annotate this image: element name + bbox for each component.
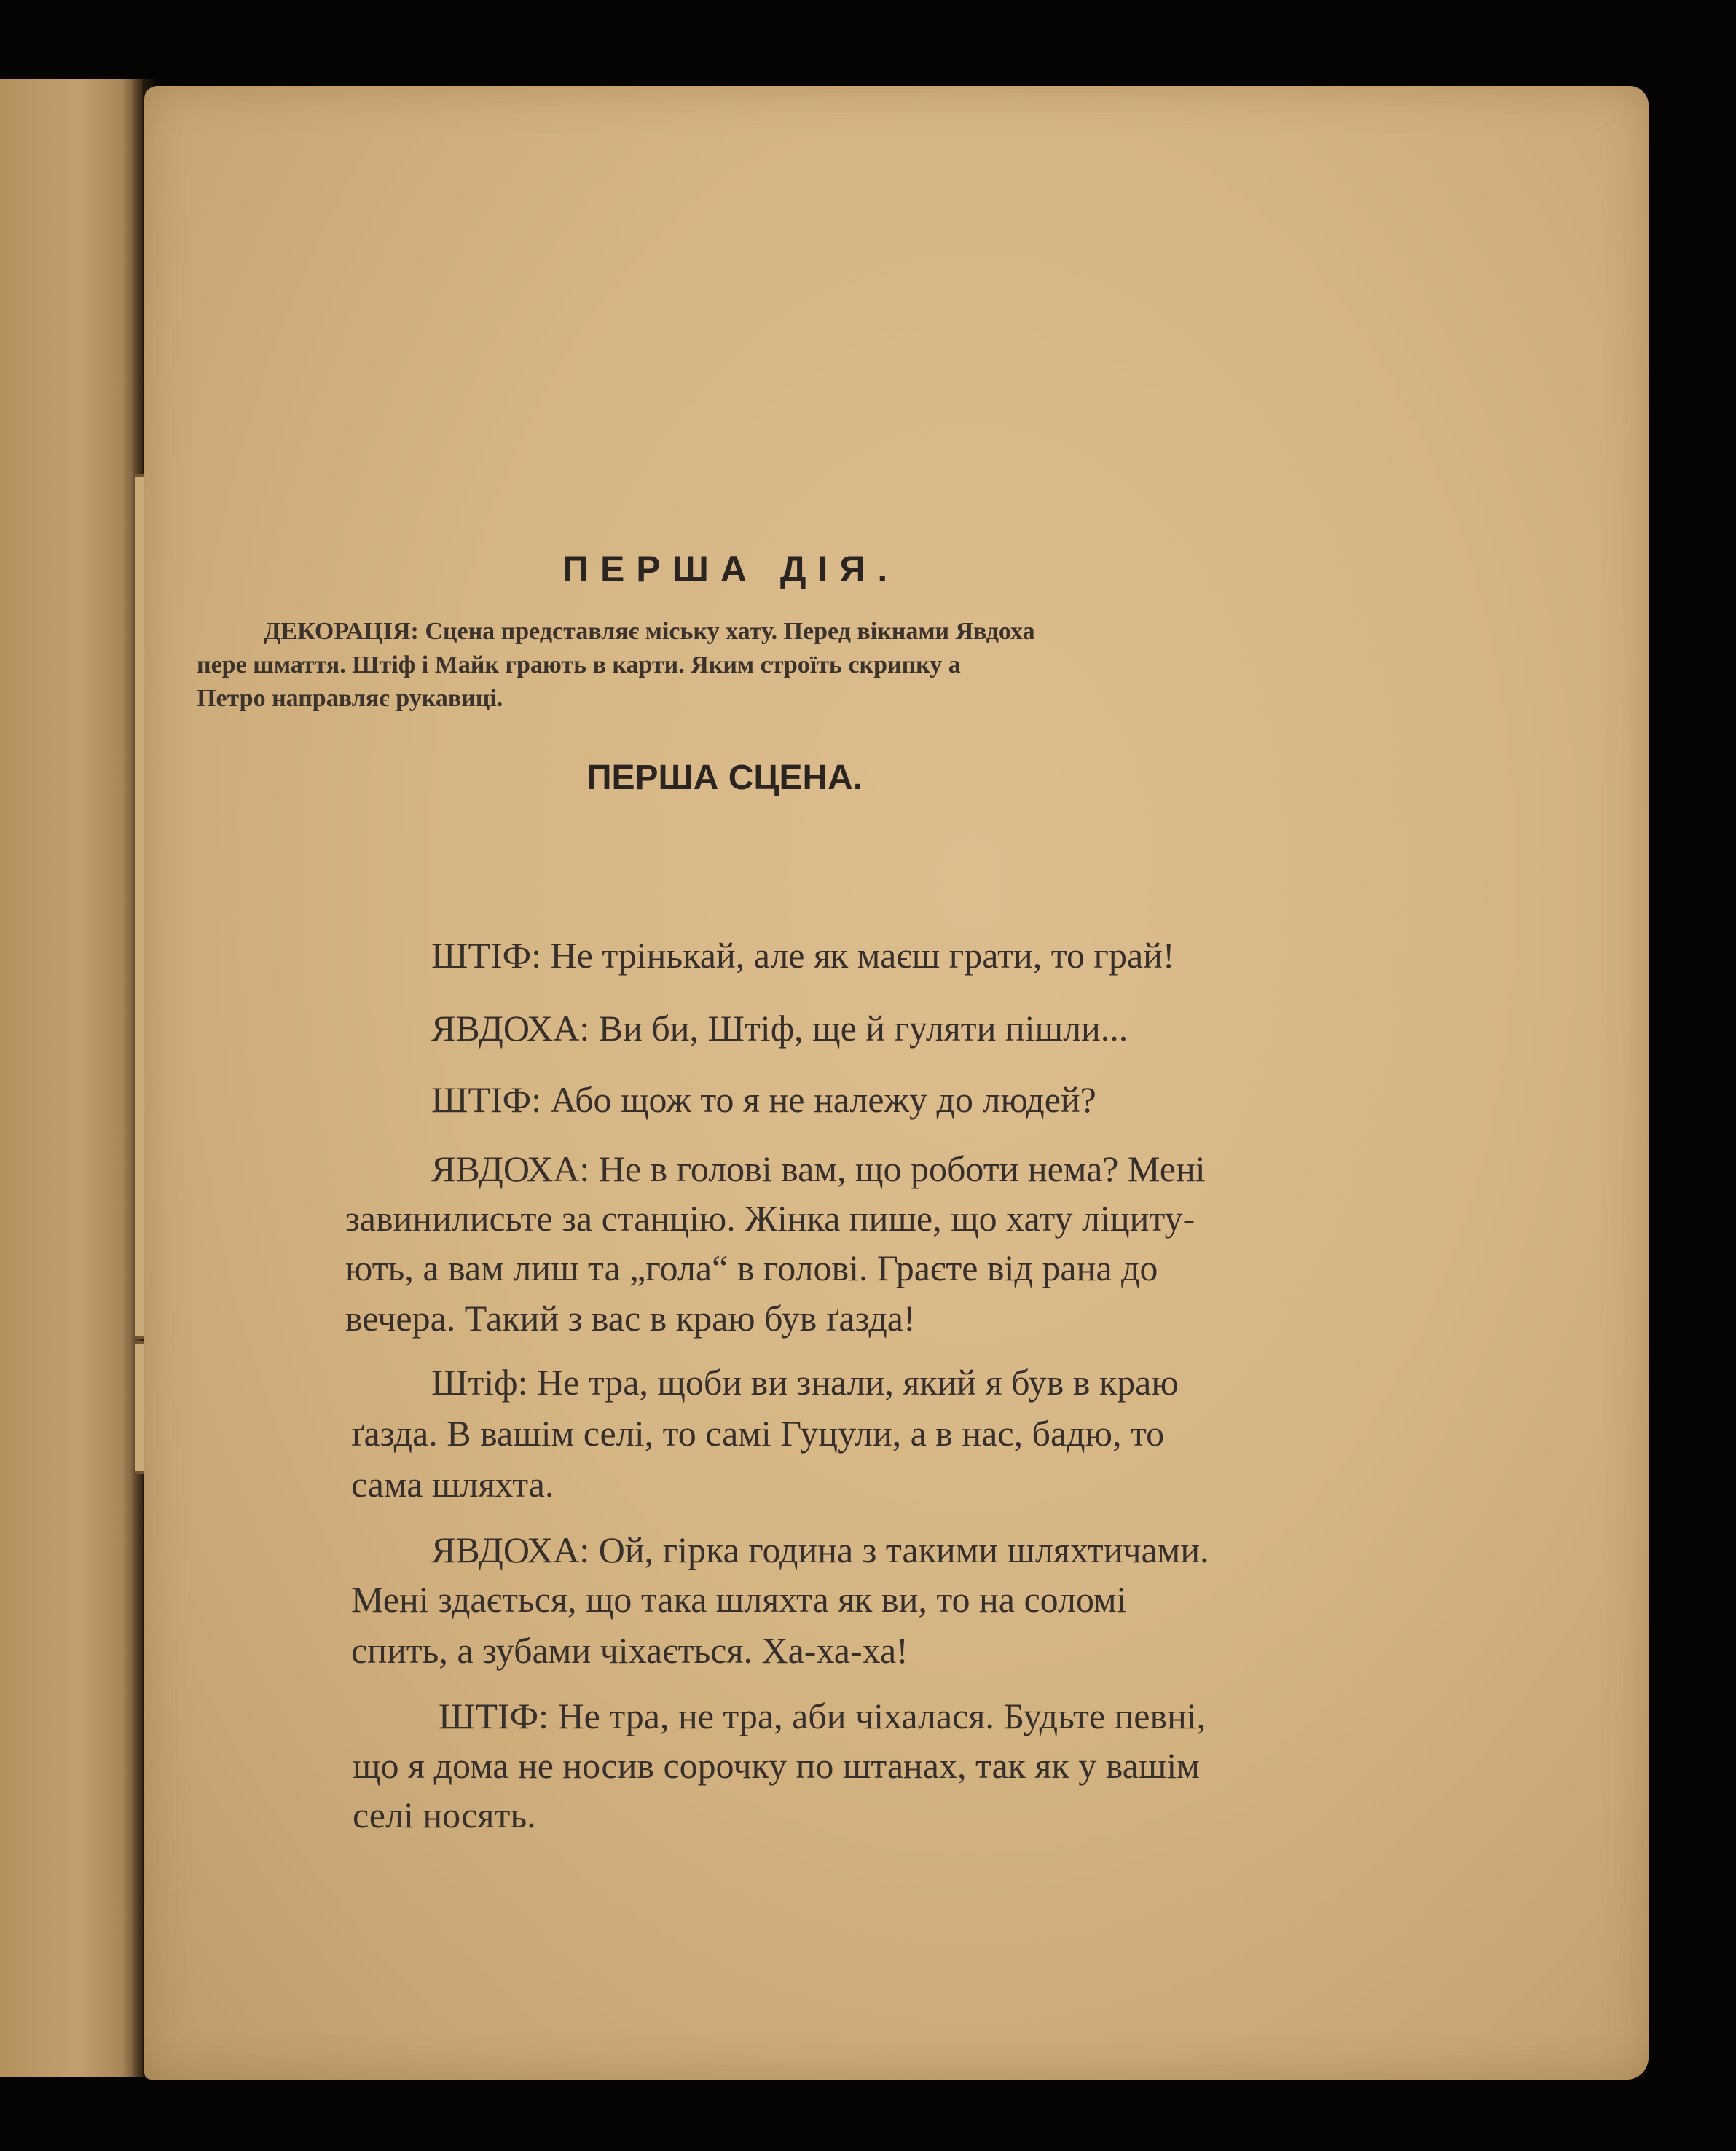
dialogue-line: ґазда. В вашім селі, то самі Гуцули, а в нас, бадю, то [351,1413,1165,1454]
stage-direction-line: ДЕКОРАЦІЯ: Сцена представляє міську хату. Перед вікнами Явдоха [264,618,1035,645]
dialogue-line: Мені здається, що така шляхта як ви, то на соломі [351,1579,1127,1620]
dialogue-line: ШТІФ: Не тра, не тра, аби чіхалася. Будьте певні, [439,1696,1206,1736]
scene-title: ПЕРША СЦЕНА. [586,759,863,797]
dialogue-line: сама шляхта. [351,1464,554,1505]
dialogue-line: завинилисьте за станцію. Жінка пише, що хату ліциту- [345,1198,1195,1239]
dialogue-line: Штіф: Не тра, щоби ви знали, який я був в краю [431,1362,1179,1403]
dialogue-line: ШТІФ: Або щож то я не належу до людей? [431,1079,1096,1120]
dialogue-line: ЯВДОХА: Ви би, Штіф, ще й гуляти пішли... [431,1008,1128,1049]
dialogue-line: ЯВДОХА: Не в голові вам, що роботи нема? Мені [431,1148,1206,1189]
dialogue-line: ЯВДОХА: Ой, гірка година з такими шляхтичами. [431,1529,1209,1570]
left-facing-page [0,79,143,2077]
act-title: ПЕРША ДІЯ. [562,549,900,589]
dialogue-line: вечера. Такий з вас в краю був ґазда! [345,1298,916,1339]
stage-direction-line: Петро направляє рукавиці. [197,685,503,712]
dialogue-line: що я дома не носив сорочку по штанах, так як у вашім [353,1745,1200,1786]
dialogue-line: селі носять. [353,1795,536,1835]
dialogue-line: спить, а зубами чіхається. Ха-ха-ха! [351,1630,908,1671]
stage-direction-line: пере шмаття. Штіф і Майк грають в карти. Яким строїть скрипку а [197,651,961,678]
dialogue-line: ШТІФ: Не трінькай, але як маєш грати, то грай! [431,935,1175,976]
dialogue-line: ють, а вам лиш та „гола“ в голові. Граєте від рана до [345,1247,1158,1288]
